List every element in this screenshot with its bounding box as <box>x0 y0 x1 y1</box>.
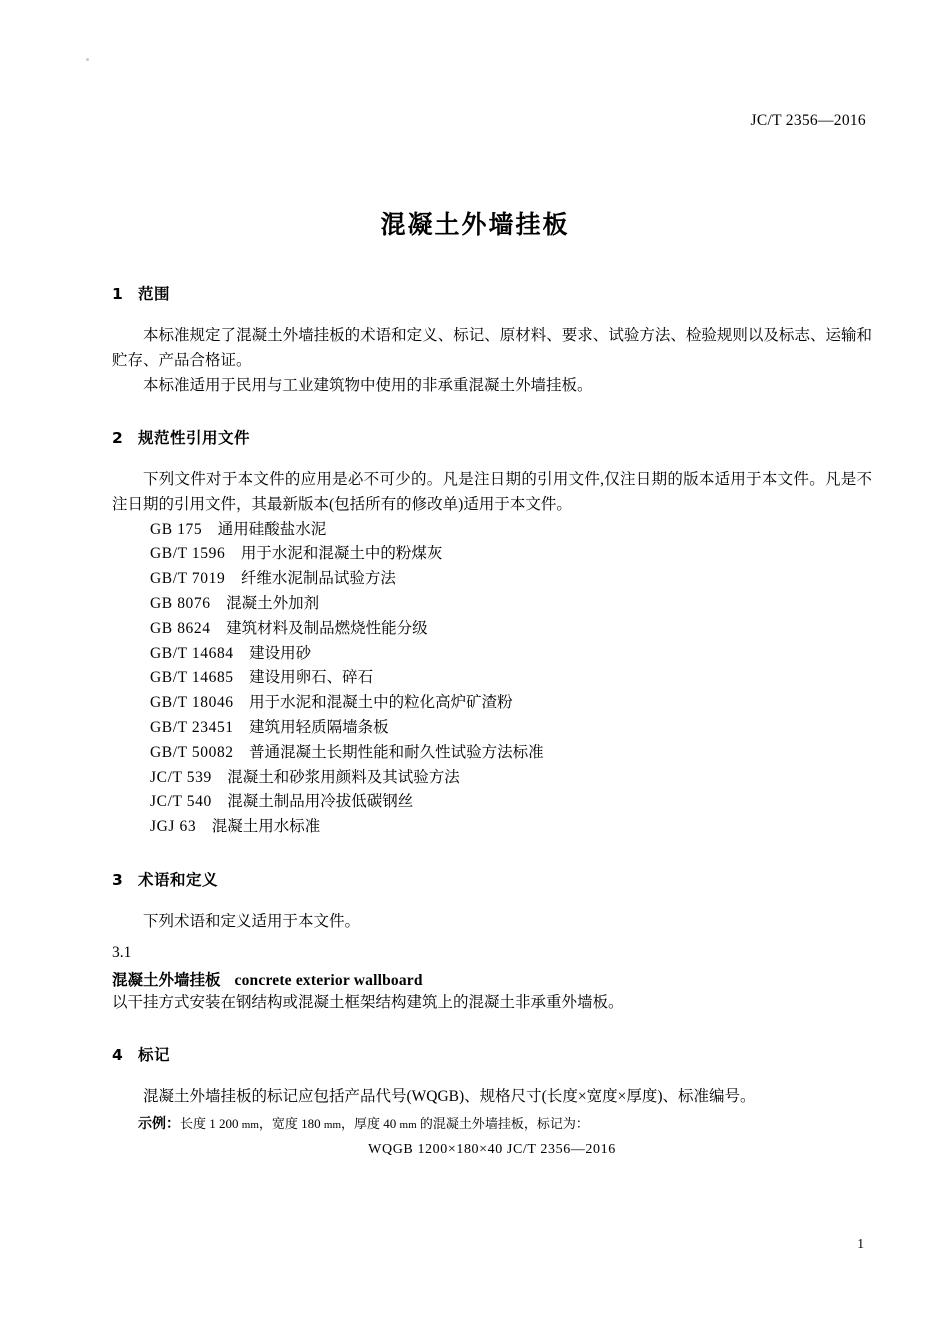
reference-title: 混凝土制品用冷拔低碳钢丝 <box>227 793 414 811</box>
reference-code: GB/T 23451 <box>150 718 234 736</box>
reference-title: 建筑材料及制品燃烧性能分级 <box>226 619 428 637</box>
reference-title: 纤维水泥制品试验方法 <box>240 570 396 588</box>
section-1-paragraph-1: 本标准规定了混凝土外墙挂板的术语和定义、标记、原材料、要求、试验方法、检验规则以及标志、运输和贮存、产品合格证。 <box>112 327 872 370</box>
list-item <box>112 815 872 840</box>
list-item <box>112 691 872 716</box>
reference-code: GB/T 14685 <box>150 669 234 687</box>
section-number-4: 4 <box>112 1046 124 1065</box>
term-definition-heading <box>112 968 872 990</box>
reference-title: 混凝土用水标准 <box>211 818 321 836</box>
reference-title: 用于水泥和混凝土中的粉煤灰 <box>240 545 443 563</box>
reference-title: 建设用卵石、碎石 <box>249 669 374 687</box>
section-number-3: 3 <box>112 870 124 889</box>
section-heading-2 <box>112 426 872 448</box>
reference-code: GB/T 18046 <box>150 694 234 712</box>
section-4-paragraph-1: 混凝土外墙挂板的标记应包括产品代号(WQGB)、规格尺寸(长度×宽度×厚度)、标准编号。 <box>143 1088 756 1106</box>
section-number-2: 2 <box>112 429 124 448</box>
section-heading-3 <box>112 868 872 890</box>
reference-title: 混凝土外加剂 <box>226 594 320 612</box>
example-marking-code: WQGB 1200×180×40 JC/T 2356—2016 <box>368 1141 616 1157</box>
example-text-after: 的混凝土外墙挂板，标记为： <box>416 1116 589 1132</box>
reference-code: GB/T 14684 <box>150 644 234 662</box>
scan-speck <box>86 58 89 61</box>
section-title-2: 规范性引用文件 <box>138 429 251 448</box>
list-item <box>112 716 872 741</box>
section-3-paragraph-1: 下列术语和定义适用于本文件。 <box>143 912 361 930</box>
reference-title: 用于水泥和混凝土中的粒化高炉矿渣粉 <box>249 694 513 712</box>
list-item <box>112 567 872 592</box>
section-1-paragraph-2: 本标准适用于民用与工业建筑物中使用的非承重混凝土外墙挂板。 <box>143 377 593 395</box>
list-item <box>112 741 872 766</box>
list-item <box>112 642 872 667</box>
section-title-1: 范围 <box>138 285 171 303</box>
section-2-paragraph-1: 下列文件对于本文件的应用是必不可少的。凡是注日期的引用文件,仅注日期的版本适用于本文件。凡是不注日期的引用文件，其最新版本(包括所有的修改单)适用于本文件。 <box>112 471 872 514</box>
reference-title: 建设用砂 <box>249 644 312 662</box>
reference-code: GB/T 1596 <box>150 545 226 563</box>
section-title-3: 术语和定义 <box>138 870 219 889</box>
list-item <box>112 666 872 691</box>
example-line <box>112 1113 872 1135</box>
example-text-mid-2: ，厚度 40 <box>341 1116 400 1132</box>
reference-code: GB/T 7019 <box>150 570 226 588</box>
page-number: 1 <box>857 1236 864 1251</box>
document-body <box>112 282 872 1158</box>
list-item <box>112 790 872 815</box>
list-item <box>112 592 872 617</box>
example-unit-3: mm <box>399 1119 417 1132</box>
list-item <box>112 617 872 642</box>
reference-code: GB 8624 <box>150 619 211 637</box>
list-item <box>112 542 872 567</box>
standard-number-header: JC/T 2356—2016 <box>750 112 866 129</box>
reference-code: JC/T 540 <box>150 793 212 811</box>
example-label: 示例： <box>138 1116 180 1133</box>
list-item <box>112 518 872 543</box>
list-item <box>112 766 872 791</box>
section-heading-1 <box>112 282 872 304</box>
reference-title: 混凝土和砂浆用颜料及其试验方法 <box>227 768 460 786</box>
reference-code: GB/T 50082 <box>150 743 234 761</box>
reference-code: GB 175 <box>150 520 203 538</box>
example-text-mid-1: ，宽度 180 <box>258 1116 324 1132</box>
term-definition-text: 以干挂方式安装在钢结构或混凝土框架结构建筑上的混凝土非承重外墙板。 <box>112 994 624 1012</box>
section-number-1: 1 <box>112 285 124 303</box>
term-chinese: 混凝土外墙挂板 <box>112 971 221 990</box>
reference-code: JC/T 539 <box>150 768 212 786</box>
clause-number-3-1: 3.1 <box>112 944 132 962</box>
reference-title: 普通混凝土长期性能和耐久性试验方法标准 <box>249 743 544 761</box>
example-unit-2: mm <box>323 1119 342 1132</box>
reference-code: JGJ 63 <box>150 818 197 836</box>
reference-code: GB 8076 <box>150 594 211 612</box>
example-text-before: 长度 1 200 <box>180 1116 242 1132</box>
section-title-4: 标记 <box>138 1046 171 1065</box>
term-english: concrete exterior wallboard <box>234 972 423 990</box>
reference-title: 通用硅酸盐水泥 <box>217 520 327 538</box>
page-title: 混凝土外墙挂板 <box>380 210 570 239</box>
example-unit-1: mm <box>241 1119 259 1132</box>
reference-title: 建筑用轻质隔墙条板 <box>249 718 389 736</box>
normative-references-list <box>112 518 872 840</box>
section-heading-4 <box>112 1043 872 1065</box>
